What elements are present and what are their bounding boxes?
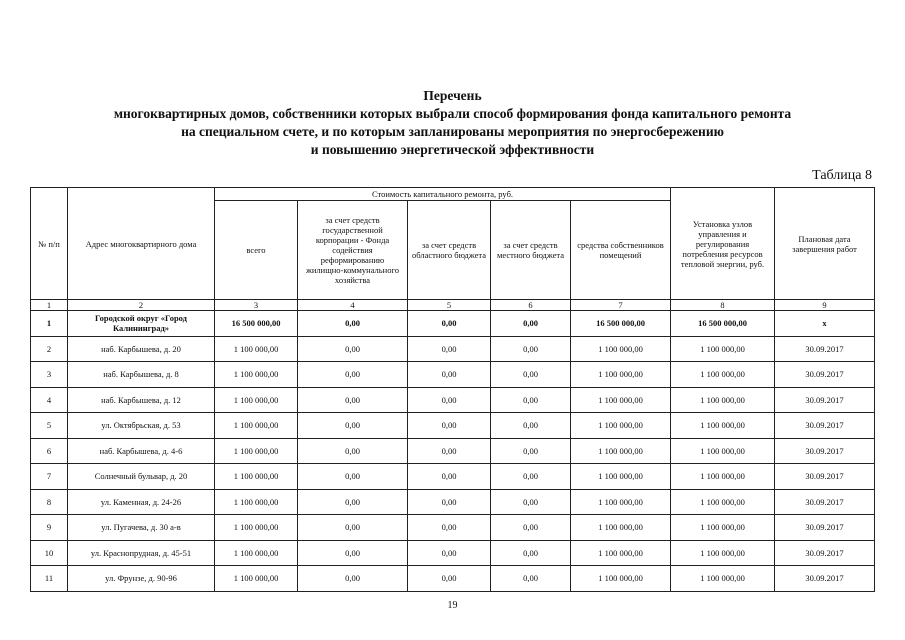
cell-installation: 1 100 000,00 bbox=[671, 489, 775, 515]
cell-regional: 0,00 bbox=[408, 387, 491, 413]
cell-total: 1 100 000,00 bbox=[215, 413, 298, 439]
cell-installation: 1 100 000,00 bbox=[671, 515, 775, 541]
table-row bbox=[31, 566, 875, 592]
cell-address: наб. Карбышева, д. 4-6 bbox=[68, 438, 215, 464]
table-row-total bbox=[31, 311, 875, 337]
table-row bbox=[31, 489, 875, 515]
column-number: 7 bbox=[571, 300, 671, 311]
cell-local: 0,00 bbox=[491, 489, 571, 515]
cell-date: 30.09.2017 bbox=[775, 438, 875, 464]
cell-address: ул. Краснопрудная, д. 45-51 bbox=[68, 540, 215, 566]
cell-address: наб. Карбышева, д. 20 bbox=[68, 336, 215, 362]
cell-local: 0,00 bbox=[491, 362, 571, 388]
cell-installation: 1 100 000,00 bbox=[671, 438, 775, 464]
cell-regional: 0,00 bbox=[408, 464, 491, 490]
cell-address: Городской округ «Город Калининград» bbox=[68, 311, 215, 337]
header-local: за счет средств местного бюджета bbox=[491, 201, 571, 300]
cell-fund: 0,00 bbox=[298, 362, 408, 388]
cell-owners: 1 100 000,00 bbox=[571, 540, 671, 566]
cell-num: 9 bbox=[31, 515, 68, 541]
cell-date: 30.09.2017 bbox=[775, 489, 875, 515]
cell-date: 30.09.2017 bbox=[775, 464, 875, 490]
cell-total: 1 100 000,00 bbox=[215, 515, 298, 541]
cell-regional: 0,00 bbox=[408, 438, 491, 464]
column-number: 1 bbox=[31, 300, 68, 311]
cell-regional: 0,00 bbox=[408, 489, 491, 515]
cell-address: ул. Пугачева, д. 30 а-в bbox=[68, 515, 215, 541]
cell-local: 0,00 bbox=[491, 540, 571, 566]
cell-local: 0,00 bbox=[491, 566, 571, 592]
cell-fund: 0,00 bbox=[298, 540, 408, 566]
document-title-line-3: на специальном счете, и по которым запланированы мероприятия по энергосбережению bbox=[181, 124, 724, 139]
table-row bbox=[31, 515, 875, 541]
cell-date: 30.09.2017 bbox=[775, 540, 875, 566]
cell-installation: 1 100 000,00 bbox=[671, 387, 775, 413]
table-row bbox=[31, 464, 875, 490]
cell-fund: 0,00 bbox=[298, 515, 408, 541]
cell-total: 1 100 000,00 bbox=[215, 387, 298, 413]
cell-num: 10 bbox=[31, 540, 68, 566]
cell-local: 0,00 bbox=[491, 515, 571, 541]
cell-installation: 1 100 000,00 bbox=[671, 566, 775, 592]
cell-local: 0,00 bbox=[491, 387, 571, 413]
cell-regional: 0,00 bbox=[408, 540, 491, 566]
cell-installation: 1 100 000,00 bbox=[671, 362, 775, 388]
cell-owners: 1 100 000,00 bbox=[571, 464, 671, 490]
cell-total: 16 500 000,00 bbox=[215, 311, 298, 337]
cell-fund: 0,00 bbox=[298, 311, 408, 337]
cell-address: ул. Октябрьская, д. 53 bbox=[68, 413, 215, 439]
cell-local: 0,00 bbox=[491, 464, 571, 490]
cell-num: 3 bbox=[31, 362, 68, 388]
cell-owners: 16 500 000,00 bbox=[571, 311, 671, 337]
table-label: Таблица 8 bbox=[812, 168, 872, 183]
cell-regional: 0,00 bbox=[408, 413, 491, 439]
cell-installation: 1 100 000,00 bbox=[671, 464, 775, 490]
cell-address: Солнечный бульвар, д. 20 bbox=[68, 464, 215, 490]
cell-fund: 0,00 bbox=[298, 566, 408, 592]
page-number: 19 bbox=[447, 600, 458, 611]
column-number-row bbox=[31, 300, 875, 311]
cell-regional: 0,00 bbox=[408, 311, 491, 337]
header-regional: за счет средств областного бюджета bbox=[408, 201, 491, 300]
cell-address: наб. Карбышева, д. 8 bbox=[68, 362, 215, 388]
cell-total: 1 100 000,00 bbox=[215, 438, 298, 464]
cell-local: 0,00 bbox=[491, 413, 571, 439]
column-number: 6 bbox=[491, 300, 571, 311]
column-number: 2 bbox=[68, 300, 215, 311]
column-number: 8 bbox=[671, 300, 775, 311]
cell-local: 0,00 bbox=[491, 311, 571, 337]
cell-owners: 1 100 000,00 bbox=[571, 336, 671, 362]
table-row bbox=[31, 438, 875, 464]
cell-fund: 0,00 bbox=[298, 464, 408, 490]
cell-owners: 1 100 000,00 bbox=[571, 438, 671, 464]
header-owners: средства собственников помещений bbox=[571, 201, 671, 300]
cell-fund: 0,00 bbox=[298, 413, 408, 439]
cell-total: 1 100 000,00 bbox=[215, 566, 298, 592]
cell-num: 7 bbox=[31, 464, 68, 490]
cell-num: 1 bbox=[31, 311, 68, 337]
houses-table bbox=[30, 187, 875, 592]
header-date: Плановая дата завершения работ bbox=[775, 188, 875, 300]
cell-installation: 1 100 000,00 bbox=[671, 336, 775, 362]
cell-regional: 0,00 bbox=[408, 566, 491, 592]
cell-fund: 0,00 bbox=[298, 489, 408, 515]
column-number: 3 bbox=[215, 300, 298, 311]
cell-installation: 16 500 000,00 bbox=[671, 311, 775, 337]
cell-address: ул. Фрунзе, д. 90-96 bbox=[68, 566, 215, 592]
cell-owners: 1 100 000,00 bbox=[571, 489, 671, 515]
cell-date: 30.09.2017 bbox=[775, 387, 875, 413]
cell-total: 1 100 000,00 bbox=[215, 540, 298, 566]
cell-local: 0,00 bbox=[491, 438, 571, 464]
cell-date: 30.09.2017 bbox=[775, 566, 875, 592]
cell-fund: 0,00 bbox=[298, 387, 408, 413]
cell-owners: 1 100 000,00 bbox=[571, 362, 671, 388]
cell-date: х bbox=[775, 311, 875, 337]
column-number: 4 bbox=[298, 300, 408, 311]
column-number: 9 bbox=[775, 300, 875, 311]
cell-fund: 0,00 bbox=[298, 336, 408, 362]
cell-total: 1 100 000,00 bbox=[215, 336, 298, 362]
cell-address: наб. Карбышева, д. 12 bbox=[68, 387, 215, 413]
document-title-line-2: многоквартирных домов, собственники которых выбрали способ формирования фонда капитального ремонта bbox=[113, 106, 792, 121]
cell-num: 4 bbox=[31, 387, 68, 413]
table-row bbox=[31, 540, 875, 566]
document-title-line-4: и повышению энергетической эффективности bbox=[310, 142, 595, 157]
table-row bbox=[31, 362, 875, 388]
cell-total: 1 100 000,00 bbox=[215, 464, 298, 490]
cell-installation: 1 100 000,00 bbox=[671, 413, 775, 439]
cell-num: 2 bbox=[31, 336, 68, 362]
table-row bbox=[31, 336, 875, 362]
column-number: 5 bbox=[408, 300, 491, 311]
cell-date: 30.09.2017 bbox=[775, 362, 875, 388]
cell-date: 30.09.2017 bbox=[775, 336, 875, 362]
cell-installation: 1 100 000,00 bbox=[671, 540, 775, 566]
cell-owners: 1 100 000,00 bbox=[571, 566, 671, 592]
cell-regional: 0,00 bbox=[408, 336, 491, 362]
header-address: Адрес многоквартирного дома bbox=[68, 188, 215, 300]
cell-total: 1 100 000,00 bbox=[215, 362, 298, 388]
cell-owners: 1 100 000,00 bbox=[571, 515, 671, 541]
cell-address: ул. Каменная, д. 24-26 bbox=[68, 489, 215, 515]
table-row bbox=[31, 387, 875, 413]
cell-regional: 0,00 bbox=[408, 362, 491, 388]
cell-owners: 1 100 000,00 bbox=[571, 387, 671, 413]
header-installation: Установка узлов управления и регулирования потребления ресурсов тепловой энергии, руб. bbox=[671, 188, 775, 300]
cell-num: 11 bbox=[31, 566, 68, 592]
cell-fund: 0,00 bbox=[298, 438, 408, 464]
cell-total: 1 100 000,00 bbox=[215, 489, 298, 515]
cell-local: 0,00 bbox=[491, 336, 571, 362]
header-total: всего bbox=[215, 201, 298, 300]
table-row bbox=[31, 413, 875, 439]
cell-num: 6 bbox=[31, 438, 68, 464]
cell-regional: 0,00 bbox=[408, 515, 491, 541]
document-title: Перечень bbox=[423, 88, 482, 103]
cell-num: 5 bbox=[31, 413, 68, 439]
cell-date: 30.09.2017 bbox=[775, 515, 875, 541]
header-fund: за счет средств государственной корпорации - Фонда содействия реформированию жилищно-коммунального хозяйства bbox=[298, 201, 408, 300]
cell-date: 30.09.2017 bbox=[775, 413, 875, 439]
cell-num: 8 bbox=[31, 489, 68, 515]
header-cost-group: Стоимость капитального ремонта, руб. bbox=[215, 188, 671, 201]
cell-owners: 1 100 000,00 bbox=[571, 413, 671, 439]
header-num: № п/п bbox=[31, 188, 68, 300]
